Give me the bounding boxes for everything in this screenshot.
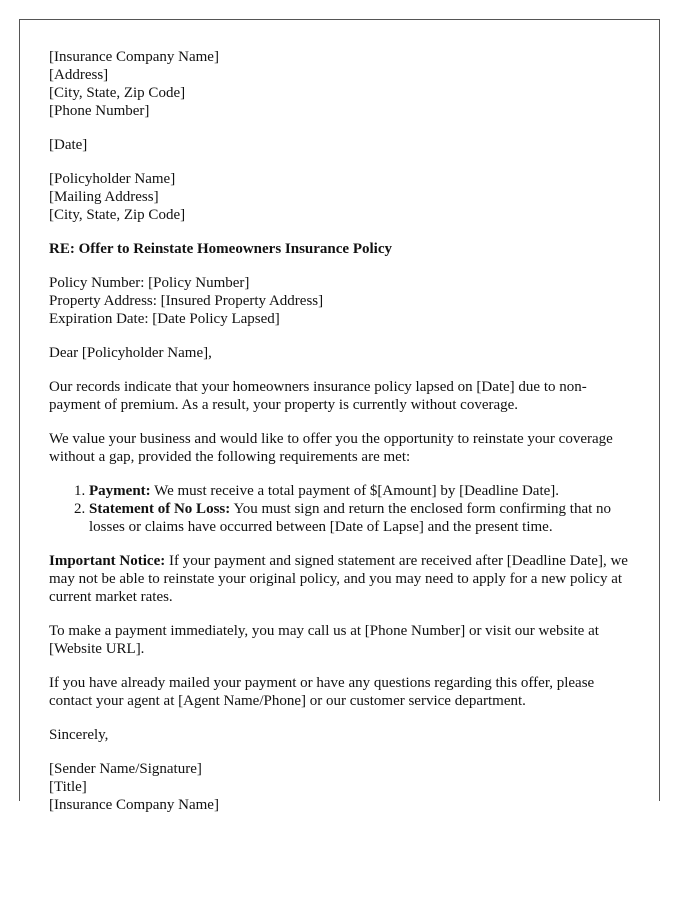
company-phone: [Phone Number]: [49, 103, 150, 119]
requirement-item: [89, 500, 634, 536]
subject-line: RE: Offer to Reinstate Homeowners Insurance Policy: [49, 241, 392, 257]
notice-text: If your payment and signed statement are received after [Deadline Date], we may not be able to reinstate your original policy, and you may need to apply for a new policy at current market rates.: [49, 553, 628, 605]
letter-body: [49, 48, 634, 814]
sender-name: [Sender Name/Signature]: [49, 761, 202, 777]
recipient-city-state-zip: [City, State, Zip Code]: [49, 207, 186, 223]
requirements-list: [49, 482, 634, 536]
requirement-text: We must receive a total payment of $[Amount] by [Deadline Date].: [154, 483, 560, 499]
property-address: Property Address: [Insured Property Address]: [49, 293, 324, 309]
salutation: Dear [Policyholder Name],: [49, 345, 212, 361]
company-address: [Address]: [49, 67, 109, 83]
closing: Sincerely,: [49, 727, 109, 743]
sender-company: [Insurance Company Name]: [49, 797, 219, 813]
notice-label: Important Notice:: [49, 553, 166, 569]
requirement-label: Payment:: [89, 483, 151, 499]
letter-date: [Date]: [49, 137, 88, 153]
requirement-label: Statement of No Loss:: [89, 501, 231, 517]
recipient-mailing-address: [Mailing Address]: [49, 189, 159, 205]
signature-block: [49, 760, 634, 814]
requirement-item: [89, 482, 634, 500]
letter-page: [19, 19, 660, 813]
company-city-state-zip: [City, State, Zip Code]: [49, 85, 186, 101]
paragraph-questions: If you have already mailed your payment or have any questions regarding this offer, please contact your agent at [Agent Name/Phone] or our customer service department.: [49, 675, 595, 709]
recipient-block: [49, 170, 634, 224]
recipient-name: [Policyholder Name]: [49, 171, 176, 187]
important-notice: [49, 552, 634, 606]
paragraph-payment: To make a payment immediately, you may call us at [Phone Number] or visit our website at [Website URL].: [49, 623, 599, 657]
sender-title: [Title]: [49, 779, 87, 795]
company-name: [Insurance Company Name]: [49, 49, 219, 65]
paragraph-offer: We value your business and would like to offer you the opportunity to reinstate your coverage without a gap, provided the following requirements are met:: [49, 431, 613, 465]
expiration-date: Expiration Date: [Date Policy Lapsed]: [49, 311, 280, 327]
paragraph-lapse: Our records indicate that your homeowners insurance policy lapsed on [Date] due to non-payment of premium. As a result, your property is currently without coverage.: [49, 379, 587, 413]
policy-number: Policy Number: [Policy Number]: [49, 275, 250, 291]
policy-details: [49, 274, 634, 328]
sender-block: [49, 48, 634, 120]
requirement-text: You must sign and return the enclosed form confirming that no losses or claims have occurred between [Date of Lapse] and the present time.: [89, 501, 612, 535]
